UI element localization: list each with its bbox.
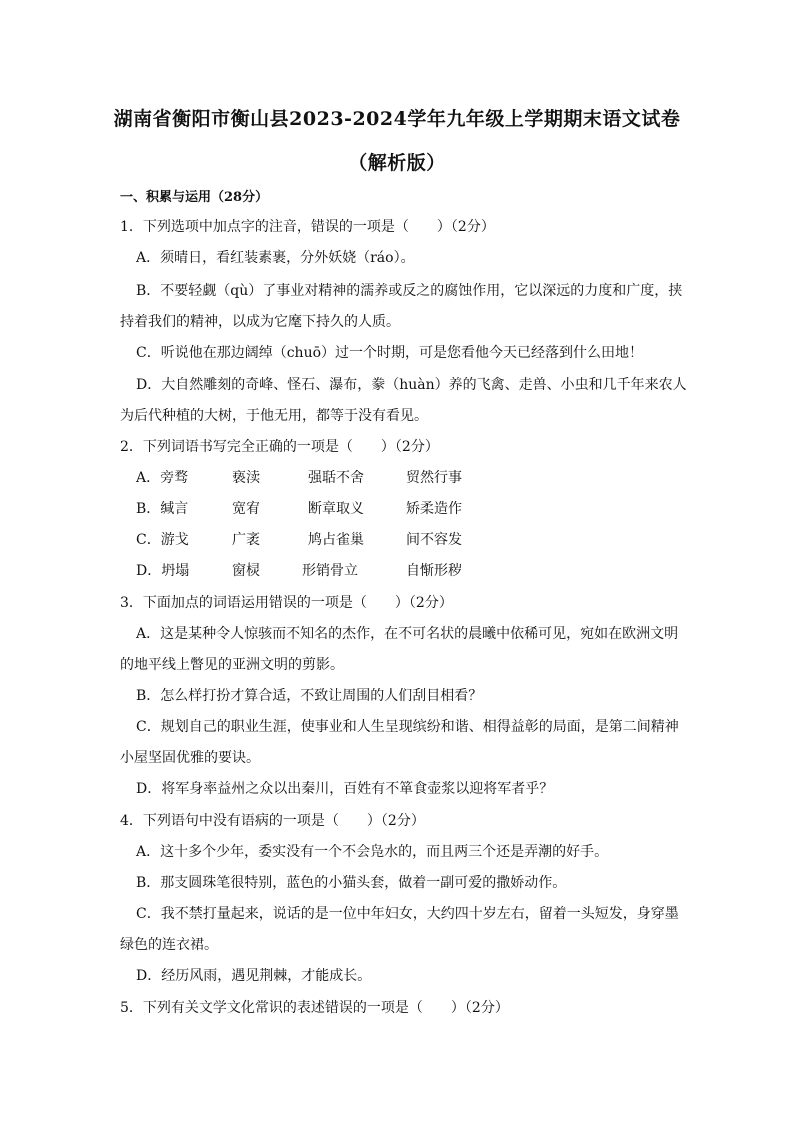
question-2-d-word-2: 窗棂 <box>232 563 260 579</box>
question-1-option-b-line2: 持着我们的精神，以成为它麾下持久的人质。 <box>120 314 400 330</box>
question-2-a-word-1: A．旁骛 <box>136 470 189 486</box>
question-1-option-a: A．须晴日，看红装素裹，分外妖娆（ráo）。 <box>136 250 415 266</box>
question-1-option-b-line1: B．不要轻觑（qù）了事业对精神的濡养或反之的腐蚀作用，它以深远的力度和广度，挟 <box>136 283 683 299</box>
document-subtitle: （解析版） <box>348 152 446 174</box>
question-1-stem: 1．下列选项中加点字的注音，错误的一项是（ ）（2分） <box>120 219 495 235</box>
question-2-a-word-2: 亵渎 <box>232 470 260 486</box>
question-2-c-word-4: 间不容发 <box>406 532 462 548</box>
question-3-option-c-line1: C．规划自己的职业生涯，使事业和人生呈现缤纷和谐、相得益彰的局面，是第二间精神 <box>136 719 679 735</box>
question-4-option-a: A．这十多个少年，委实没有一个不会凫水的，而且两三个还是弄潮的好手。 <box>136 844 609 860</box>
question-2-b-word-2: 宽宥 <box>232 501 260 517</box>
question-2-b-word-4: 矫柔造作 <box>406 501 462 517</box>
question-2-d-word-1: D．坍塌 <box>136 563 190 579</box>
question-1-option-c: C．听说他在那边阔绰（chuō）过一个时期，可是您看他今天已经落到什么田地！ <box>136 345 644 361</box>
question-3-option-c-line2: 小屋坚固优雅的要诀。 <box>120 750 260 766</box>
question-3-option-a-line1: A．这是某种令人惊骇而不知名的杰作，在不可名状的晨曦中依稀可见，宛如在欧洲文明 <box>136 626 679 642</box>
question-4-option-c-line1: C．我不禁打量起来，说话的是一位中年妇女，大约四十岁左右，留着一头短发，身穿墨 <box>136 906 679 922</box>
question-2-d-word-3: 形销骨立 <box>302 563 358 579</box>
question-4-stem: 4．下列语句中没有语病的一项是（ ）（2分） <box>120 813 425 829</box>
question-2-stem: 2．下列词语书写完全正确的一项是（ ）（2分） <box>120 439 439 455</box>
question-4-option-d: D．经历风雨，遇见荆棘，才能成长。 <box>136 968 372 984</box>
question-2-c-word-3: 鸠占雀巢 <box>308 532 364 548</box>
document-title: 湖南省衡阳市衡山县2023-2024学年九年级上学期期末语文试卷 <box>113 108 681 130</box>
question-1-option-d-line1: D．大自然雕刻的奇峰、怪石、瀑布，豢（huàn）养的飞禽、走兽、小虫和几千年来农人 <box>136 377 687 393</box>
question-2-b-word-1: B．缄言 <box>136 501 189 517</box>
question-3-option-d: D．将军身率益州之众以出秦川，百姓有不箪食壶浆以迎将军者乎？ <box>136 781 554 797</box>
question-2-d-word-4: 自惭形秽 <box>406 563 462 579</box>
question-2-a-word-3: 强聒不舍 <box>308 470 364 486</box>
question-2-c-word-1: C．游戈 <box>136 532 189 548</box>
question-5-stem: 5．下列有关文学文化常识的表述错误的一项是（ ）（2分） <box>120 1000 509 1016</box>
question-4-option-b: B．那支圆珠笔很特别，蓝色的小猫头套，做着一副可爱的撒娇动作。 <box>136 875 567 891</box>
question-2-a-word-4: 贸然行事 <box>406 470 462 486</box>
question-3-stem: 3．下面加点的词语运用错误的一项是（ ）（2分） <box>120 595 453 611</box>
question-4-option-c-line2: 绿色的连衣裙。 <box>120 937 218 953</box>
question-1-option-d-line2: 为后代种植的大树，于他无用，都等于没有看见。 <box>120 408 428 424</box>
question-2-c-word-2: 广袤 <box>232 532 260 548</box>
question-3-option-a-line2: 的地平线上瞥见的亚洲文明的剪影。 <box>120 657 344 673</box>
question-2-b-word-3: 断章取义 <box>308 501 364 517</box>
section-heading: 一、积累与运用（28分） <box>120 190 269 205</box>
question-3-option-b: B．怎么样打扮才算合适，不致让周围的人们刮目相看？ <box>136 688 483 704</box>
